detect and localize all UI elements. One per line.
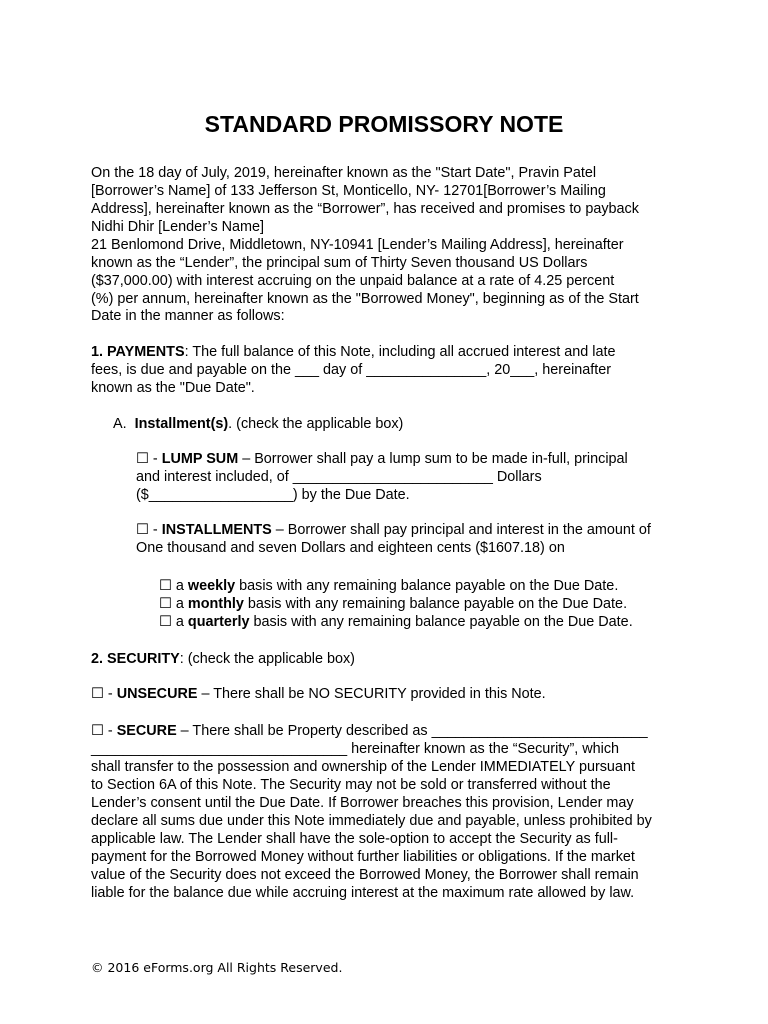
intro-line: (%) per annum, hereinafter known as the "Borrowed Money", beginning as of the Start	[91, 291, 639, 307]
checkbox-icon[interactable]: ☐ a	[159, 596, 188, 612]
document-title: STANDARD PROMISSORY NOTE	[204, 111, 564, 137]
installments-line: One thousand and seven Dollars and eighteen cents ($1607.18) on	[136, 540, 565, 556]
secure-label: SECURE	[116, 723, 177, 739]
secure-line: to Section 6A of this Note. The Security may not be sold or transferred without the	[91, 777, 611, 793]
frequency-text: basis with any remaining balance payable on the Due Date.	[249, 614, 633, 630]
unsecure-text: – There shall be NO SECURITY provided in this Note.	[197, 686, 546, 702]
checkbox-icon[interactable]: ☐ a	[159, 614, 188, 630]
secure-line: applicable law. The Lender shall have the sole-option to accept the Security as full-	[91, 831, 618, 847]
frequency-option-monthly[interactable]	[159, 595, 627, 613]
security-heading: 2. SECURITY	[91, 651, 180, 667]
checkbox-icon[interactable]: ☐ -	[91, 723, 117, 739]
payments-line: fees, is due and payable on the ___ day of _______________, 20___, hereinafter	[91, 362, 612, 378]
intro-line: On the 18 day of July, 2019, hereinafter known as the "Start Date", Pravin Patel	[91, 165, 597, 181]
frequency-label: quarterly	[187, 614, 250, 630]
intro-line: ($37,000.00) with interest accruing on the unpaid balance at a rate of 4.25 percent	[91, 273, 615, 289]
frequency-option-quarterly[interactable]	[159, 613, 633, 631]
secure-line: Lender’s consent until the Due Date. If Borrower breaches this provision, Lender may	[91, 795, 634, 811]
payments-text: : The full balance of this Note, including all accrued interest and late	[184, 344, 616, 360]
payments-heading: 1. PAYMENTS	[91, 344, 185, 360]
intro-line: [Borrower’s Name] of 133 Jefferson St, Monticello, NY- 12701[Borrower’s Mailing	[91, 183, 606, 199]
secure-line: declare all sums due under this Note immediately due and payable, unless prohibited by	[91, 813, 652, 829]
secure-line: liable for the balance due while accruing interest at the maximum rate allowed by law.	[91, 885, 635, 901]
intro-line: 21 Benlomond Drive, Middletown, NY-10941 [Lender’s Mailing Address], hereinafter	[91, 237, 624, 253]
checkbox-icon[interactable]: ☐ -	[91, 686, 117, 702]
security-heading-line	[91, 650, 355, 668]
intro-line: Date in the manner as follows:	[91, 308, 285, 324]
lump-sum-line: and interest included, of _________________________ Dollars	[136, 469, 542, 485]
lump-sum-option[interactable]	[136, 450, 628, 468]
frequency-text: basis with any remaining balance payable on the Due Date.	[243, 596, 628, 612]
secure-text: – There shall be Property described as ___________________________	[176, 723, 648, 739]
frequency-label: weekly	[187, 578, 236, 594]
frequency-label: monthly	[187, 596, 244, 612]
security-text: : (check the applicable box)	[179, 651, 355, 667]
intro-line: known as the “Lender”, the principal sum of Thirty Seven thousand US Dollars	[91, 255, 588, 271]
secure-option[interactable]	[91, 722, 648, 740]
secure-line: payment for the Borrowed Money without further liabilities or obligations. If the market	[91, 849, 635, 865]
unsecure-option[interactable]	[91, 685, 546, 703]
frequency-text: basis with any remaining balance payable on the Due Date.	[235, 578, 619, 594]
payments-line: known as the "Due Date".	[91, 380, 255, 396]
copyright-footer: © 2016 eForms.org All Rights Reserved.	[91, 960, 343, 975]
checkbox-icon[interactable]: ☐ -	[136, 522, 162, 538]
intro-line: Nidhi Dhir [Lender’s Name]	[91, 219, 265, 235]
secure-line: ________________________________ hereinafter known as the “Security”, which	[91, 741, 620, 757]
payments-line	[91, 343, 616, 361]
installments-option[interactable]	[136, 521, 651, 539]
installment-text: . (check the applicable box)	[228, 416, 404, 432]
lump-sum-text: – Borrower shall pay a lump sum to be made in-full, principal	[238, 451, 628, 467]
installments-label: INSTALLMENTS	[161, 522, 272, 538]
installments-text: – Borrower shall pay principal and interest in the amount of	[271, 522, 651, 538]
intro-line: Address], hereinafter known as the “Borrower”, has received and promises to payback	[91, 201, 639, 217]
unsecure-label: UNSECURE	[116, 686, 198, 702]
installment-label: Installment(s)	[134, 416, 229, 432]
checkbox-icon[interactable]: ☐ a	[159, 578, 188, 594]
secure-line: shall transfer to the possession and ownership of the Lender IMMEDIATELY pursuant	[91, 759, 635, 775]
installment-heading-line	[113, 415, 403, 433]
secure-line: value of the Security does not exceed the Borrowed Money, the Borrower shall remain	[91, 867, 639, 883]
lump-sum-line: ($__________________) by the Due Date.	[136, 487, 410, 503]
list-marker: A.	[113, 416, 127, 432]
frequency-option-weekly[interactable]	[159, 577, 618, 595]
lump-sum-label: LUMP SUM	[161, 451, 239, 467]
checkbox-icon[interactable]: ☐ -	[136, 451, 162, 467]
